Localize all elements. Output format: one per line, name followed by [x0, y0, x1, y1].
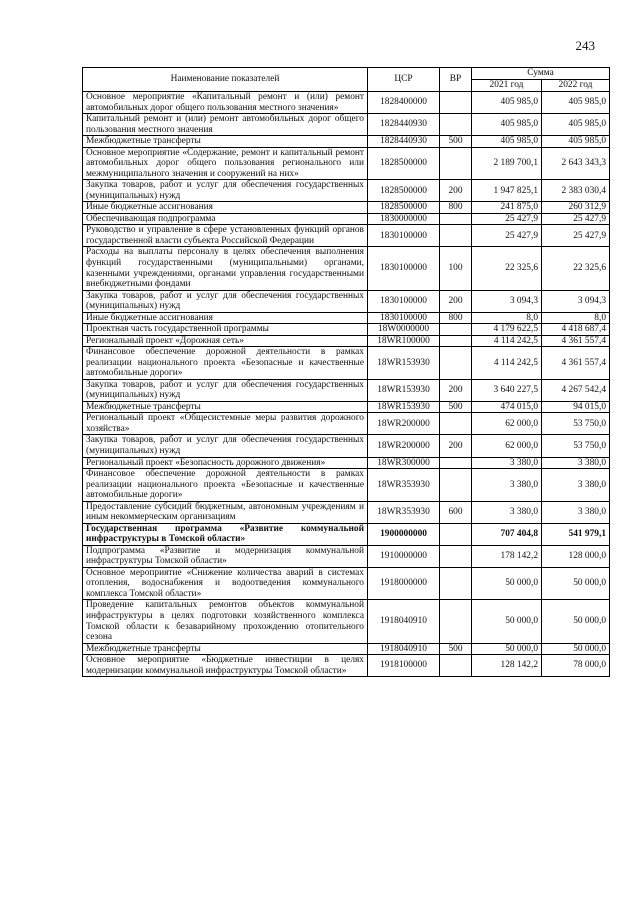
table-row — [83, 600, 610, 643]
row-csr: 18WR153930 — [368, 347, 440, 380]
row-name: Основное мероприятие «Бюджетные инвестиции в целях модернизации коммунальной инфраструктуры Томской области» — [83, 655, 368, 677]
row-2021: 50 000,0 — [472, 643, 542, 655]
header-2021: 2021 год — [472, 80, 542, 92]
row-vr: 800 — [440, 312, 472, 324]
row-vr — [440, 600, 472, 643]
row-csr: 18WR200000 — [368, 435, 440, 457]
row-2022: 78 000,0 — [542, 655, 610, 677]
row-name: Закупка товаров, работ и услуг для обеспечения государственных (муниципальных) нужд — [83, 379, 368, 401]
table-row — [83, 567, 610, 600]
row-name: Финансовое обеспечение дорожной деятельности в рамках реализации национального проекта «Безопасные и качественные автомобильные дороги» — [83, 469, 368, 502]
table-row — [83, 435, 610, 457]
row-2022: 25 427,9 — [542, 213, 610, 225]
row-2021: 3 380,0 — [472, 469, 542, 502]
row-name: Руководство и управление в сфере установленных функций органов государственной власти субъекта Российской Федерации — [83, 225, 368, 247]
row-name: Иные бюджетные ассигнования — [83, 312, 368, 324]
row-name: Иные бюджетные ассигнования — [83, 202, 368, 214]
row-csr: 1918040910 — [368, 643, 440, 655]
row-vr — [440, 413, 472, 435]
row-2021: 1 947 825,1 — [472, 180, 542, 202]
row-vr: 200 — [440, 435, 472, 457]
row-csr: 18WR200000 — [368, 413, 440, 435]
row-2022: 3 094,3 — [542, 290, 610, 312]
table-row — [83, 324, 610, 336]
row-csr: 18WR153930 — [368, 379, 440, 401]
table-row — [83, 136, 610, 148]
row-vr: 800 — [440, 202, 472, 214]
row-name: Обеспечивающая подпрограмма — [83, 213, 368, 225]
row-vr — [440, 655, 472, 677]
row-vr — [440, 567, 472, 600]
table-row — [83, 147, 610, 180]
row-2021: 241 875,0 — [472, 202, 542, 214]
table-row — [83, 457, 610, 469]
row-csr: 1910000000 — [368, 545, 440, 567]
table-row — [83, 523, 610, 545]
row-vr — [440, 92, 472, 114]
row-2022: 8,0 — [542, 312, 610, 324]
header-sum: Сумма — [472, 68, 610, 80]
row-vr: 200 — [440, 379, 472, 401]
row-vr — [440, 469, 472, 502]
row-2022: 4 418 687,4 — [542, 324, 610, 336]
row-vr: 500 — [440, 401, 472, 413]
table-row — [83, 379, 610, 401]
row-csr: 1918040910 — [368, 600, 440, 643]
row-name: Региональный проект «Безопасность дорожного движения» — [83, 457, 368, 469]
row-2022: 2 643 343,3 — [542, 147, 610, 180]
row-csr: 18WR100000 — [368, 335, 440, 347]
row-csr: 1830000000 — [368, 213, 440, 225]
row-2022: 4 361 557,4 — [542, 347, 610, 380]
row-2021: 3 380,0 — [472, 501, 542, 523]
table-row — [83, 545, 610, 567]
row-csr: 1830100000 — [368, 247, 440, 290]
row-2021: 3 094,3 — [472, 290, 542, 312]
row-vr: 500 — [440, 136, 472, 148]
row-2022: 50 000,0 — [542, 643, 610, 655]
row-2022: 128 000,0 — [542, 545, 610, 567]
row-2021: 3 640 227,5 — [472, 379, 542, 401]
row-2022: 22 325,6 — [542, 247, 610, 290]
row-2022: 53 750,0 — [542, 413, 610, 435]
row-vr: 200 — [440, 180, 472, 202]
row-vr — [440, 213, 472, 225]
row-2021: 50 000,0 — [472, 600, 542, 643]
row-vr — [440, 457, 472, 469]
table-row — [83, 225, 610, 247]
row-csr: 1828400000 — [368, 92, 440, 114]
row-csr: 18W0000000 — [368, 324, 440, 336]
row-2022: 405 985,0 — [542, 114, 610, 136]
row-csr: 1830100000 — [368, 225, 440, 247]
row-csr: 1828440930 — [368, 136, 440, 148]
row-vr: 100 — [440, 247, 472, 290]
row-2021: 4 114 242,5 — [472, 347, 542, 380]
row-2021: 405 985,0 — [472, 114, 542, 136]
row-2022: 4 267 542,4 — [542, 379, 610, 401]
row-csr: 1830100000 — [368, 312, 440, 324]
row-2021: 22 325,6 — [472, 247, 542, 290]
table-row — [83, 180, 610, 202]
row-vr: 500 — [440, 643, 472, 655]
row-2021: 50 000,0 — [472, 567, 542, 600]
row-csr: 1828500000 — [368, 180, 440, 202]
row-vr — [440, 523, 472, 545]
table-row — [83, 643, 610, 655]
table-row — [83, 213, 610, 225]
row-name: Основное мероприятие «Содержание, ремонт и капитальный ремонт автомобильных дорог общего пользования регионального или межмуниципального значения и сооружений на них» — [83, 147, 368, 180]
row-csr: 18WR300000 — [368, 457, 440, 469]
table-row — [83, 202, 610, 214]
row-vr — [440, 147, 472, 180]
row-csr: 1918100000 — [368, 655, 440, 677]
row-name: Капитальный ремонт и (или) ремонт автомобильных дорог общего пользования местного значения — [83, 114, 368, 136]
row-2021: 128 142,2 — [472, 655, 542, 677]
row-2022: 3 380,0 — [542, 501, 610, 523]
header-2022: 2022 год — [542, 80, 610, 92]
row-2022: 94 015,0 — [542, 401, 610, 413]
row-name: Региональный проект «Общесистемные меры развития дорожного хозяйства» — [83, 413, 368, 435]
table-row — [83, 413, 610, 435]
row-vr — [440, 324, 472, 336]
row-2021: 62 000,0 — [472, 435, 542, 457]
row-name: Основное мероприятие «Снижение количества аварий в системах отопления, водоснабжения и водоотведения коммунального комплекса Томской области» — [83, 567, 368, 600]
row-name: Региональный проект «Дорожная сеть» — [83, 335, 368, 347]
row-2022: 50 000,0 — [542, 600, 610, 643]
row-2022: 2 383 030,4 — [542, 180, 610, 202]
row-name: Межбюджетные трансферты — [83, 401, 368, 413]
row-name: Подпрограмма «Развитие и модернизация коммунальной инфраструктуры Томской области» — [83, 545, 368, 567]
table-row — [83, 114, 610, 136]
row-2022: 53 750,0 — [542, 435, 610, 457]
row-name: Финансовое обеспечение дорожной деятельности в рамках реализации национального проекта «Безопасные и качественные автомобильные дороги» — [83, 347, 368, 380]
row-name: Закупка товаров, работ и услуг для обеспечения государственных (муниципальных) нужд — [83, 435, 368, 457]
row-2022: 541 979,1 — [542, 523, 610, 545]
row-vr — [440, 114, 472, 136]
row-vr — [440, 335, 472, 347]
row-2022: 3 380,0 — [542, 457, 610, 469]
row-2021: 2 189 700,1 — [472, 147, 542, 180]
row-2022: 405 985,0 — [542, 92, 610, 114]
table-row — [83, 347, 610, 380]
table-row — [83, 247, 610, 290]
row-2021: 474 015,0 — [472, 401, 542, 413]
row-vr: 200 — [440, 290, 472, 312]
table-row — [83, 469, 610, 502]
row-2022: 25 427,9 — [542, 225, 610, 247]
table-row — [83, 335, 610, 347]
row-csr: 1830100000 — [368, 290, 440, 312]
row-name: Предоставление субсидий бюджетным, автономным учреждениям и иным некоммерческим организациям — [83, 501, 368, 523]
row-2021: 8,0 — [472, 312, 542, 324]
row-name: Государственная программа «Развитие коммунальной инфраструктуры в Томской области» — [83, 523, 368, 545]
row-2022: 405 985,0 — [542, 136, 610, 148]
row-2021: 707 404,8 — [472, 523, 542, 545]
row-2021: 4 114 242,5 — [472, 335, 542, 347]
row-2022: 50 000,0 — [542, 567, 610, 600]
row-2022: 260 312,9 — [542, 202, 610, 214]
page-number: 243 — [575, 38, 595, 53]
table-row — [83, 92, 610, 114]
row-csr: 1828440930 — [368, 114, 440, 136]
row-2021: 4 179 622,5 — [472, 324, 542, 336]
header-csr: ЦСР — [368, 68, 440, 92]
row-2021: 405 985,0 — [472, 136, 542, 148]
budget-table — [82, 67, 610, 677]
row-csr: 1900000000 — [368, 523, 440, 545]
table-row — [83, 312, 610, 324]
row-csr: 18WR153930 — [368, 401, 440, 413]
row-name: Закупка товаров, работ и услуг для обеспечения государственных (муниципальных) нужд — [83, 290, 368, 312]
table-row — [83, 290, 610, 312]
row-2022: 3 380,0 — [542, 469, 610, 502]
row-2021: 3 380,0 — [472, 457, 542, 469]
row-vr: 600 — [440, 501, 472, 523]
header-name: Наименование показателей — [83, 68, 368, 92]
row-csr: 18WR353930 — [368, 469, 440, 502]
row-name: Межбюджетные трансферты — [83, 643, 368, 655]
row-csr: 1828500000 — [368, 147, 440, 180]
table-row — [83, 501, 610, 523]
row-name: Закупка товаров, работ и услуг для обеспечения государственных (муниципальных) нужд — [83, 180, 368, 202]
row-name: Основное мероприятие «Капитальный ремонт и (или) ремонт автомобильных дорог общего пользования местного значения» — [83, 92, 368, 114]
row-2021: 178 142,2 — [472, 545, 542, 567]
row-name: Проектная часть государственной программы — [83, 324, 368, 336]
table-row — [83, 401, 610, 413]
row-vr — [440, 545, 472, 567]
row-csr: 1918000000 — [368, 567, 440, 600]
header-vr: ВР — [440, 68, 472, 92]
row-csr: 18WR353930 — [368, 501, 440, 523]
row-csr: 1828500000 — [368, 202, 440, 214]
table-row — [83, 655, 610, 677]
row-2021: 62 000,0 — [472, 413, 542, 435]
row-2021: 25 427,9 — [472, 225, 542, 247]
row-name: Проведение капитальных ремонтов объектов коммунальной инфраструктуры в целях подготовки хозяйственного комплекса Томской области к безаварийному прохождению отопительного сезона — [83, 600, 368, 643]
row-vr — [440, 347, 472, 380]
row-name: Межбюджетные трансферты — [83, 136, 368, 148]
row-2021: 25 427,9 — [472, 213, 542, 225]
row-vr — [440, 225, 472, 247]
row-2021: 405 985,0 — [472, 92, 542, 114]
row-name: Расходы на выплаты персоналу в целях обеспечения выполнения функций государственными (муниципальными) органами, казенными учреждениями, органами управления государственными внебюджетными фондами — [83, 247, 368, 290]
row-2022: 4 361 557,4 — [542, 335, 610, 347]
